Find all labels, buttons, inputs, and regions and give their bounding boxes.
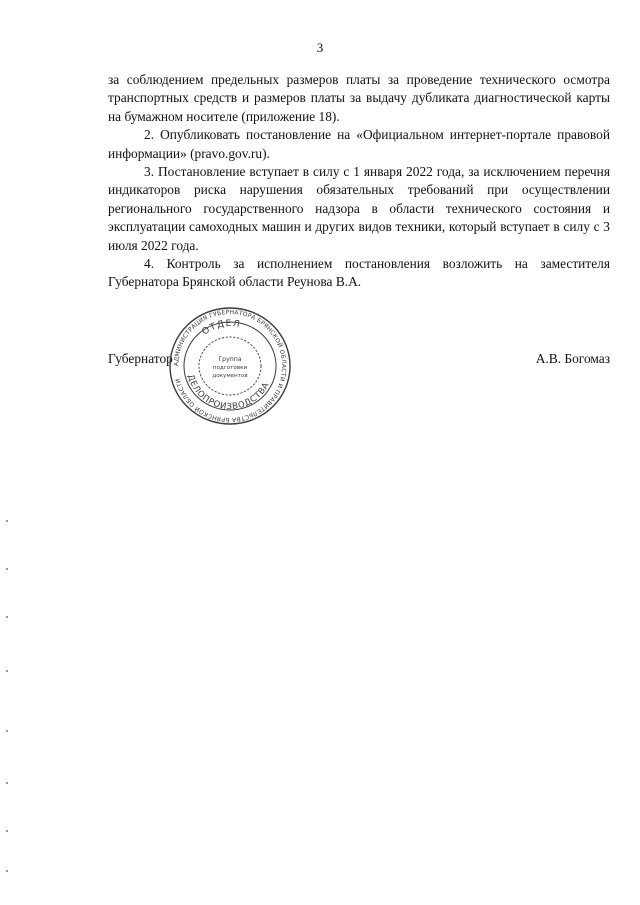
paragraph-item-2: 2. Опубликовать постановление на «Официальном интернет-портале правовой информации» (pravo.gov.ru). [108,127,610,161]
seal-bottom-text: ДЕЛОПРОИЗВОДСТВА [185,373,272,413]
seal-top-text: ОТДЕЛ [200,318,242,338]
seal-inner-line-3: документов [212,373,248,379]
seal-outer-text: АДМИНИСТРАЦИЯ ГУБЕРНАТОРА БРЯНСКОЙ ОБЛАСТИ И ПРАВИТЕЛЬСТВА БРЯНСКОЙ ОБЛАСТИ [172,308,288,424]
paragraph-item-3: 3. Постановление вступает в силу с 1 января 2022 года, за исключением перечня индикаторов риска нарушения обязательных требований при осуществлении регионального государственного надзора в области технического состояния и эксплуатации самоходных машин и других видов техники, который вступает в силу с 3 июля 2022 года. [108,164,610,253]
scan-margin-specks [6,520,10,900]
seal-inner-line-1: Группа [218,356,242,363]
page-number: 3 [316,40,324,55]
paragraph-item-4: 4. Контроль за исполнением постановления возложить на заместителя Губернатора Брянской области Реунова В.А. [108,256,610,290]
official-seal-stamp [165,305,295,427]
signatory-position: Губернатор [108,351,173,366]
paragraph-continuation: за соблюдением предельных размеров платы за проведение технического осмотра транспортных средств и размеров платы за выдачу дубликата диагностической карты на бумажном носителе (приложение 18). [108,72,610,124]
seal-inner-line-2: подготовки [212,365,248,371]
signatory-name: А.В. Богомаз [535,351,610,366]
document-body [108,71,610,292]
